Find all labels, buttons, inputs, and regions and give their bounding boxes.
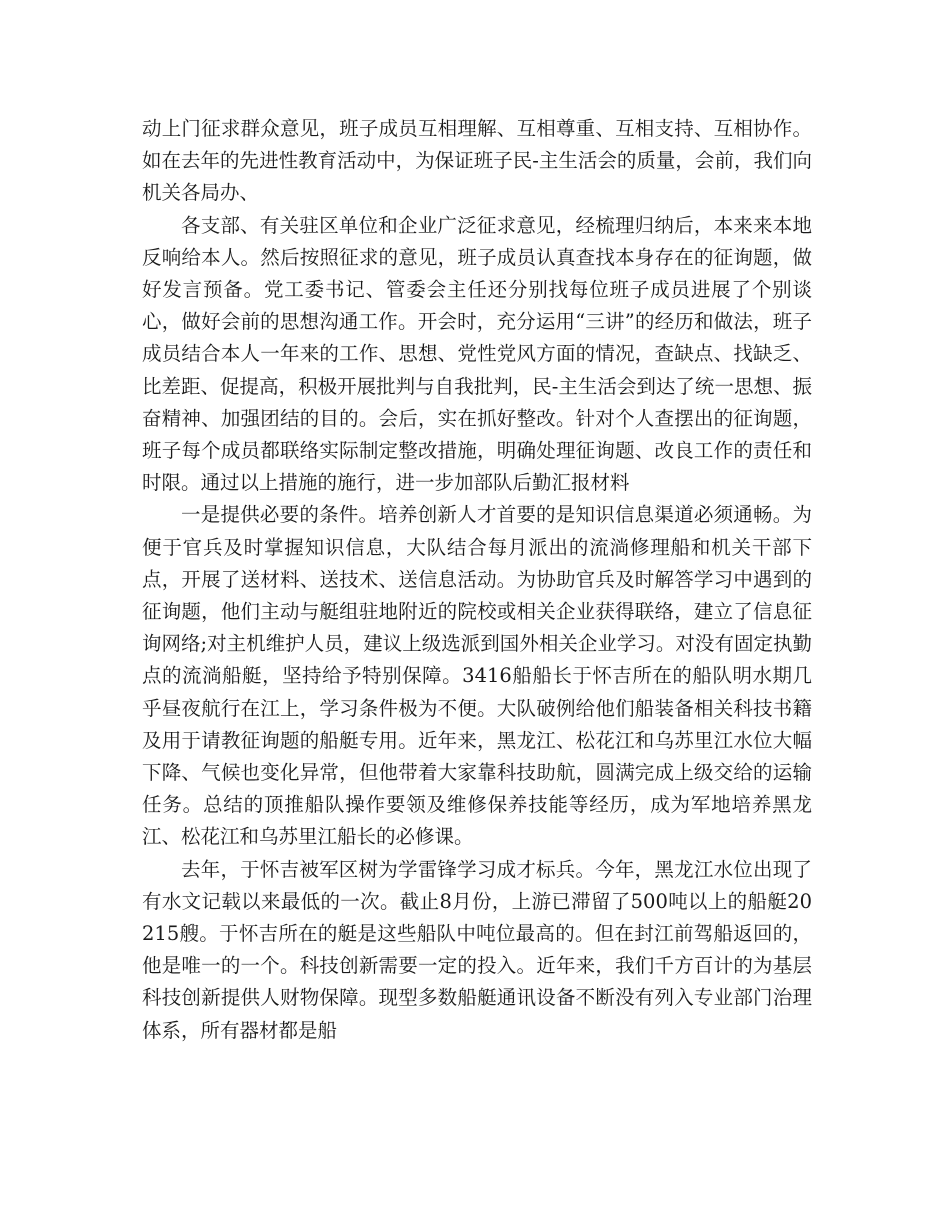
paragraph-4: 去年，于怀吉被军区树为学雷锋学习成才标兵。今年，黑龙江水位出现了有水文记载以来最低的一次。截止8月份，上游已滞留了500吨以上的船艇20215艘。于怀吉所在的艇是这些船队中吨位最高的。但在封江前驾船返回的，他是唯一的一个。科技创新需要一定的投入。近年来，我们千方百计的为基层科技创新提供人财物保障。现型多数船艇通讯设备不断没有列入专业部门治理体系，所有器材都是船 [142,857,812,1042]
paragraph-1: 动上门征求群众意见，班子成员互相理解、互相尊重、互相支持、互相协作。如在去年的先进性教育活动中，为保证班子民-主生活会的质量，会前，我们向机关各局办、 [142,117,812,205]
paragraph-3: 一是提供必要的条件。培养创新人才首要的是知识信息渠道必须通畅。为便于官兵及时掌握知识信息，大队结合每月派出的流淌修理船和机关干部下点，开展了送材料、送技术、送信息活动。为协助官兵及时解答学习中遇到的征询题，他们主动与艇组驻地附近的院校或相关企业获得联络，建立了信息征询网络;对主机维护人员，建议上级选派到国外相关企业学习。对没有固定执勤点的流淌船艇，坚持给予特别保障。3416船船长于怀吉所在的船队明水期几乎昼夜航行在江上，学习条件极为不便。大队破例给他们船装备相关科技书籍及用于请教征询题的船艇专用。近年来，黑龙江、松花江和乌苏里江水位大幅下降、气候也变化异常，但他带着大家靠科技助航，圆满完成上级交给的运输任务。总结的顶推船队操作要领及维修保养技能等经历，成为军地培养黑龙江、松花江和乌苏里江船长的必修课。 [142,503,812,849]
paragraph-2: 各支部、有关驻区单位和企业广泛征求意见，经梳理归纳后，本来来本地反响给本人。然后按照征求的意见，班子成员认真查找本身存在的征询题，做好发言预备。党工委书记、管委会主任还分别找每位班子成员进展了个别谈心，做好会前的思想沟通工作。开会时，充分运用“三讲”的经历和做法，班子成员结合本人一年来的工作、思想、党性党风方面的情况，查缺点、找缺乏、比差距、促提高，积极开展批判与自我批判，民-主生活会到达了统一思想、振奋精神、加强团结的目的。会后，实在抓好整改。针对个人查摆出的征询题，班子每个成员都联络实际制定整改措施，明确处理征询题、改良工作的责任和时限。通过以上措施的施行，进一步加部队后勤汇报材料 [142,213,812,495]
document-body [142,113,812,1047]
